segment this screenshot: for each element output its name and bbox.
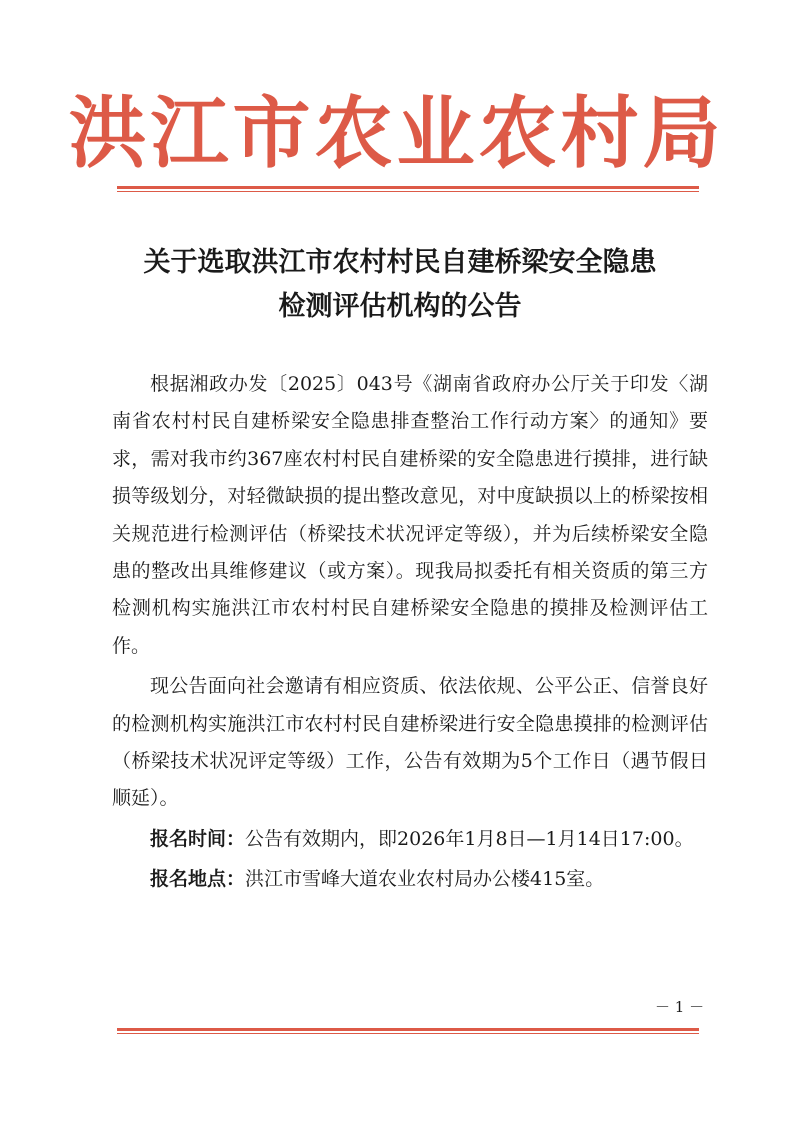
registration-place-value: 洪江市雪峰大道农业农村局办公楼415室。 — [245, 868, 605, 891]
registration-time-label: 报名时间： — [150, 827, 246, 850]
body-paragraph-1: 根据湘政办发〔2025〕043号《湖南省政府办公厅关于印发〈湖南省农村村民自建桥梁安全隐患排查整治工作行动方案〉的通知》要求，需对我市约367座农村村民自建桥梁的安全隐患进行摸排，进行缺损等级划分，对轻微缺损的提出整改意见，对中度缺损以上的桥梁按相关规范进行检测评估（桥梁技术状况评定等级），并为后续桥梁安全隐患的整改出具维修建议（或方案）。现我局拟委托有相关资质的第三方检测机构实施洪江市农村村民自建桥梁安全隐患的摸排及检测评估工作。 — [112, 373, 708, 657]
divider-thick-line — [117, 186, 699, 189]
footer-divider-thick-line — [117, 1028, 699, 1031]
registration-place — [112, 861, 708, 898]
registration-time-value: 公告有效期内，即2026年1月8日—1月14日17:00。 — [245, 827, 694, 850]
document-title-line-2: 检测评估机构的公告 — [278, 291, 522, 322]
letterhead-org-name: 洪江市农业农村局 — [68, 88, 725, 179]
letterhead-divider — [117, 186, 699, 193]
registration-time — [112, 821, 708, 858]
registration-place-label: 报名地点： — [150, 868, 246, 891]
footer-divider — [117, 1028, 699, 1035]
document-body — [112, 366, 708, 899]
document-title-line-1: 关于选取洪江市农村村民自建桥梁安全隐患 — [143, 247, 657, 278]
divider-thin-line — [117, 191, 699, 192]
page-number: － 1 － — [655, 998, 705, 1016]
body-paragraph-2: 现公告面向社会邀请有相应资质、依法依规、公平公正、信誉良好的检测机构实施洪江市农村村民自建桥梁进行安全隐患摸排的检测评估（桥梁技术状况评定等级）工作，公告有效期为5个工作日（遇节假日顺延）。 — [112, 675, 708, 810]
footer-divider-thin-line — [117, 1033, 699, 1034]
